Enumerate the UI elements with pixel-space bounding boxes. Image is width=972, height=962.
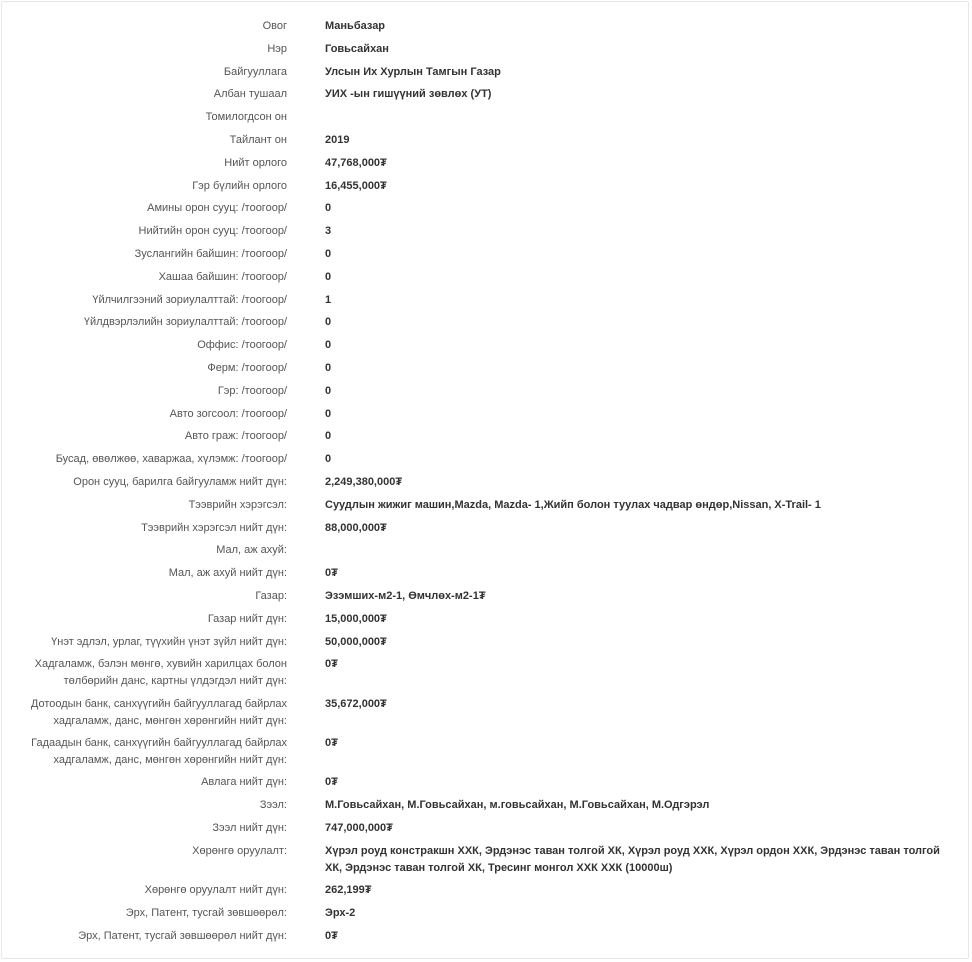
field-row: [2, 383, 968, 406]
field-row: [2, 843, 968, 882]
field-row: [2, 474, 968, 497]
field-value: 0₮: [325, 929, 338, 942]
field-row: [2, 246, 968, 269]
field-label: Мал, аж ахуй:: [216, 544, 287, 557]
field-value: 16,455,000₮: [325, 179, 387, 192]
field-row: [2, 109, 968, 132]
field-value: 2019: [325, 133, 350, 146]
field-label: Хадгаламж, бэлэн мөнгө, хувийн харилцах болон төлбөрийн данс, картны үлдэгдэл нийт дүн:: [34, 658, 287, 688]
field-row: [2, 928, 968, 951]
field-row: [2, 797, 968, 820]
field-value: 0: [325, 384, 332, 397]
field-row: [2, 774, 968, 797]
field-label: Зуслангийн байшин: /тоогоор/: [134, 247, 287, 260]
field-label: Орон сууц, барилга байгууламж нийт дүн:: [73, 475, 287, 488]
field-label: Үйлдвэрлэлийн зориулалттай: /тоогоор/: [83, 316, 287, 329]
field-label: Эрх, Патент, тусгай зөвшөөрөл нийт дүн:: [78, 929, 287, 942]
field-value: 88,000,000₮: [325, 521, 387, 534]
field-row: [2, 497, 968, 520]
field-value: 0: [325, 339, 332, 352]
field-label: Эрх, Патент, тусгай зөвшөөрөл:: [125, 907, 287, 920]
field-label: Авлага нийт дүн:: [201, 776, 287, 789]
field-value: 35,672,000₮: [325, 697, 387, 710]
field-value: Эрх-2: [325, 907, 356, 920]
field-row: [2, 696, 968, 735]
field-label: Газар нийт дүн:: [207, 612, 287, 625]
field-value: УИХ -ын гишүүний зөвлөх (УТ): [325, 88, 492, 101]
field-label: Үйлчилгээний зориулалттай: /тоогоор/: [92, 293, 287, 306]
field-label: Оффис: /тоогоор/: [197, 339, 287, 352]
field-label: Авто зогсоол: /тоогоор/: [169, 407, 287, 420]
field-label: Байгууллага: [223, 65, 287, 78]
field-label: Дотоодын банк, санхүүгийн байгууллагад байрлах хадгаламж, данс, мөнгөн хөрөнгийн нийт дүн:: [30, 697, 287, 727]
field-row: [2, 269, 968, 292]
field-row: [2, 155, 968, 178]
field-value: 0: [325, 453, 332, 466]
field-value: 0: [325, 247, 332, 260]
field-label: Тайлант он: [229, 133, 287, 146]
field-label: Тээврийн хэрэгсэл нийт дүн:: [141, 521, 287, 534]
field-value: 0: [325, 316, 332, 329]
field-row: [2, 565, 968, 588]
field-row: [2, 542, 968, 565]
field-label: Тээврийн хэрэгсэл:: [188, 498, 287, 511]
field-value: Маньбазар: [325, 20, 386, 32]
field-label: Үнэт эдлэл, урлаг, түүхийн үнэт зүйл нийт дүн:: [51, 635, 287, 648]
field-value: 262,199₮: [325, 884, 372, 897]
field-value: 0₮: [325, 567, 338, 580]
field-label: Хөрөнгө оруулалт:: [192, 844, 287, 857]
field-row: [2, 86, 968, 109]
field-row: [2, 520, 968, 543]
field-value: Улсын Их Хурлын Тамгын Газар: [325, 65, 501, 78]
field-row: [2, 451, 968, 474]
field-row: [2, 882, 968, 905]
field-value: М.Говьсайхан, М.Говьсайхан, м.говьсайхан, М.Говьсайхан, М.Одгэрэл: [325, 799, 710, 812]
field-row: [2, 178, 968, 201]
declaration-field-list: [2, 18, 968, 951]
field-row: [2, 223, 968, 246]
field-row: [2, 406, 968, 429]
field-value: 0: [325, 430, 332, 443]
field-value: 747,000,000₮: [325, 822, 393, 835]
field-value: 15,000,000₮: [325, 612, 387, 625]
field-label: Нэр: [267, 42, 287, 55]
field-label: Газар:: [255, 589, 287, 602]
field-row: [2, 611, 968, 634]
field-value: Хүрэл роуд констракшн ХХК, Эрдэнэс таван толгой ХК, Хүрэл роуд ХХК, Хүрэл ордон ХХК, Эрдэнэс таван толгой ХК, Эрдэнэс таван толгой ХК, Тресинг монгол ХХК ХХК (10000ш): [325, 844, 940, 874]
field-row: [2, 132, 968, 155]
field-row: [2, 18, 968, 41]
field-value: 0: [325, 361, 332, 374]
field-label: Овог: [262, 20, 287, 32]
field-label: Нийт орлого: [224, 156, 287, 169]
field-label: Зээл:: [259, 799, 287, 812]
field-label: Амины орон сууц: /тоогоор/: [147, 202, 287, 215]
field-value: Эзэмших-м2-1, Өмчлөх-м2-1₮: [325, 589, 486, 602]
field-row: [2, 820, 968, 843]
field-value: 0: [325, 270, 332, 283]
field-label: Ферм: /тоогоор/: [207, 361, 287, 374]
field-value: 50,000,000₮: [325, 635, 387, 648]
field-value: 0: [325, 407, 332, 420]
field-label: Томилогдсон он: [205, 111, 287, 124]
field-row: [2, 588, 968, 611]
field-row: [2, 41, 968, 64]
field-label: Гэр бүлийн орлого: [192, 179, 287, 192]
field-label: Авто граж: /тоогоор/: [184, 430, 287, 443]
field-value: Говьсайхан: [325, 42, 389, 55]
field-label: Албан тушаал: [213, 88, 287, 101]
field-label: Зээл нийт дүн:: [212, 822, 287, 835]
field-label: Нийтийн орон сууц: /тоогоор/: [138, 225, 287, 238]
field-row: [2, 314, 968, 337]
field-row: [2, 337, 968, 360]
field-row: [2, 656, 968, 695]
field-label: Гэр: /тоогоор/: [217, 384, 287, 397]
declaration-panel: [1, 1, 969, 959]
field-value: 0: [325, 202, 332, 215]
field-label: Мал, аж ахуй нийт дүн:: [168, 567, 287, 580]
field-value: 2,249,380,000₮: [325, 475, 403, 488]
field-value: 1: [325, 293, 332, 306]
field-label: Гадаадын банк, санхүүгийн байгууллагад байрлах хадгаламж, данс, мөнгөн хөрөнгийн нийт дүн:: [31, 737, 287, 767]
field-value: 3: [325, 225, 332, 238]
field-row: [2, 735, 968, 774]
field-row: [2, 428, 968, 451]
field-row: [2, 292, 968, 315]
field-row: [2, 64, 968, 87]
field-label: Хашаа байшин: /тоогоор/: [158, 270, 287, 283]
field-value: 0₮: [325, 737, 338, 750]
field-row: [2, 200, 968, 223]
field-value: 0₮: [325, 658, 338, 671]
field-value: 0₮: [325, 776, 338, 789]
field-value: Суудлын жижиг машин,Mazda, Mazda- 1,Жийп болон туулах чадвар өндөр,Nissan, X-Trail- 1: [325, 498, 821, 511]
field-label: Хөрөнгө оруулалт нийт дүн:: [144, 884, 287, 897]
field-label: Бусад, өвөлжөө, хаваржаа, хүлэмж: /тоогоор/: [55, 453, 287, 466]
field-row: [2, 634, 968, 657]
field-row: [2, 905, 968, 928]
field-row: [2, 360, 968, 383]
field-value: 47,768,000₮: [325, 156, 387, 169]
